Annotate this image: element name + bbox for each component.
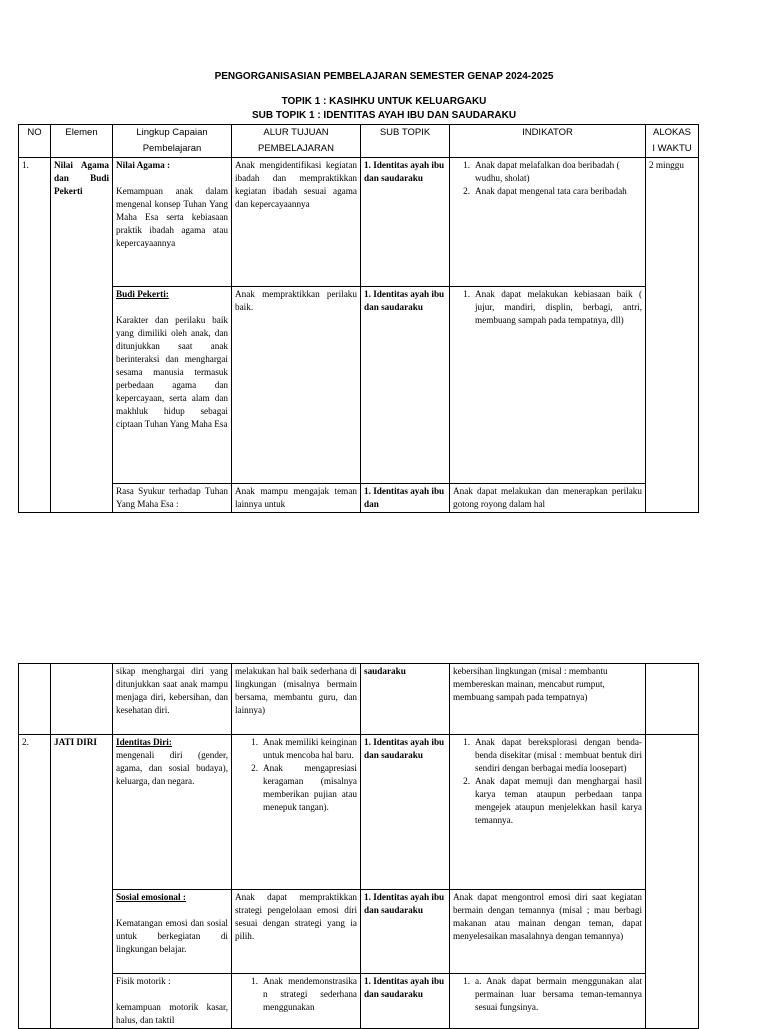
header-alur (232, 125, 361, 158)
subtopik-text: 1. Identitas ayah ibu dan saudaraku (364, 976, 445, 999)
subtopik-text: 1. Identitas ayah ibu dan (364, 486, 445, 509)
alur-cell: melakukan hal baik sederhana di lingkungan (misalnya bermain bersama, membantu guru, dan lainnya) (232, 664, 361, 735)
list-text: Anak dapat melakukan kebiasaan baik ( jujur, mandiri, displin, berbagi, antri, membuang sampah pada tempatnya, dll) (475, 289, 642, 325)
lingkup-title: Nilai Agama : (116, 160, 171, 170)
lingkup-text: Kemampuan anak dalam mengenal konsep Tuhan Yang Maha Esa serta kebiasaan praktik ibadah agama atau kepercayaannya (116, 186, 228, 248)
list-text: Anak dapat mengenal tata cara beribadah (475, 186, 627, 196)
list-text: Anak mengapresiasi keragaman (misalnya memberikan pujian atau menepuk tangan). (263, 763, 357, 812)
indikator-text: Anak dapat melakukan dan menerapkan perilaku gotong royong dalam hal (453, 486, 642, 509)
lingkup-cell (113, 890, 232, 974)
list-number: 2. (463, 186, 470, 196)
page1-table (18, 124, 699, 513)
alur-cell (232, 484, 361, 513)
list-text: a. Anak dapat bermain menggunakan alat permainan luar bersama teman-temannya sesuai fungsinya. (475, 976, 642, 1012)
table-row (19, 735, 699, 890)
row-number: 2. (19, 735, 51, 1029)
lingkup-cell: sikap menghargai diri yang ditunjukkan saat anak mampu menjaga diri, kebersihan, dan kesehatan diri. (113, 664, 232, 735)
lingkup-cell (113, 735, 232, 890)
alur-cell (232, 974, 361, 1029)
lingkup-text: Rasa Syukur terhadap Tuhan Yang Maha Esa : (116, 486, 228, 509)
row-number (19, 664, 51, 735)
table-row (19, 287, 699, 484)
header-alur-line2: PEMBELAJARAN (257, 143, 335, 154)
alur-cell (232, 735, 361, 890)
table-row (19, 974, 699, 1029)
elemen-cell: Nilai Agama dan Budi Pekerti (51, 158, 113, 513)
table-row (19, 890, 699, 974)
header-indikator: INDIKATOR (450, 125, 646, 158)
indikator-cell: kebersihan lingkungan (misal : membantu membereskan mainan, mencabut rumput, membuang sampah pada tempatnya) (450, 664, 646, 735)
header-no: NO (19, 125, 51, 158)
list-text: Anak memiliki keinginan untuk mencoba hal baru. (263, 737, 357, 760)
header-subtopik: SUB TOPIK (361, 125, 450, 158)
list-item (453, 288, 642, 327)
page2-table (18, 663, 699, 1029)
indikator-cell (450, 484, 646, 513)
subtopik-cell: 1. Identitas ayah ibu dan saudaraku (361, 735, 450, 890)
subtopic-title: SUB TOPIK 1 : IDENTITAS AYAH IBU DAN SAUDARAKU (251, 110, 517, 121)
list-number: 2. (251, 763, 258, 773)
alokasi-cell (646, 664, 699, 735)
lingkup-text: Karakter dan perilaku baik yang dimiliki oleh anak, dan ditunjukkan saat anak berinteraksi dan menghargai sesama manusia termasuk perbedaan agama dan kepercayaan, serta alam dan makhluk hidup sebagai ciptaan Tuhan Yang Maha Esa (116, 315, 228, 429)
alokasi-cell: 2 minggu (646, 158, 699, 513)
header-lingkup-line2: Pembelajaran (142, 143, 202, 154)
lingkup-title: Budi Pekerti: (116, 289, 169, 299)
list-item (453, 185, 642, 198)
elemen-cell (51, 664, 113, 735)
alur-cell: Anak mempraktikkan perilaku baik. (232, 287, 361, 484)
row-number: 1. (19, 158, 51, 513)
list-number: 1. (463, 976, 470, 986)
lingkup-cell (113, 158, 232, 287)
subtopik-cell (361, 484, 450, 513)
list-item (453, 775, 642, 827)
list-text: Anak dapat melafalkan doa beribadah ( wudhu, sholat) (475, 160, 620, 183)
elemen-cell: JATI DIRI (51, 735, 113, 1029)
list-number: 1. (463, 289, 470, 299)
lingkup-text: kemampuan motorik kasar, halus, dan taktil (116, 1002, 228, 1025)
header-lingkup (113, 125, 232, 158)
alokasi-cell (646, 735, 699, 1029)
indikator-cell (450, 735, 646, 890)
list-item (453, 736, 642, 775)
lingkup-title: Sosial emosional : (116, 892, 186, 902)
lingkup-text: mengenali diri (gender, agama, dan sosial budaya), keluarga, dan negara. (116, 750, 228, 786)
document-title: PENGORGANISASIAN PEMBELAJARAN SEMESTER GENAP 2024-2025 (214, 71, 554, 82)
lingkup-cell (113, 974, 232, 1029)
subtopik-cell (361, 974, 450, 1029)
list-item (453, 975, 642, 1014)
list-item (235, 975, 357, 1014)
list-number: 2. (463, 776, 470, 786)
list-number: 1. (251, 737, 258, 747)
list-text: Anak mendemonstrasika n strategi sederhana menggunakan (263, 976, 357, 1012)
indikator-cell: Anak dapat mengontrol emosi diri saat kegiatan bermain dengan temannya (misal ; mau berbagi makanan atau mainan dengan teman, dapat menyelesaikan masalahnya dengan temannya) (450, 890, 646, 974)
list-item (235, 736, 357, 762)
indikator-cell (450, 974, 646, 1029)
alur-cell: Anak mengidentifikasi kegiatan ibadah dan mempraktikkan kegiatan ibadah sesuai agama dan kepercayaannya (232, 158, 361, 287)
alur-cell: Anak dapat mempraktikkan strategi pengelolaan emosi diri sesuai dengan strategi yang ia pilih. (232, 890, 361, 974)
list-item (453, 159, 642, 185)
indikator-cell (450, 158, 646, 287)
subtopik-cell: saudaraku (361, 664, 450, 735)
topic-title: TOPIK 1 : KASIHKU UNTUK KELUARGAKU (281, 96, 487, 107)
header-elemen: Elemen (51, 125, 113, 158)
lingkup-title: Fisik motorik : (116, 976, 171, 986)
list-number: 1. (251, 976, 258, 986)
lingkup-cell (113, 484, 232, 513)
table-row (19, 158, 699, 287)
subtopik-cell: 1. Identitas ayah ibu dan saudaraku (361, 287, 450, 484)
header-row (19, 125, 699, 158)
table-row (19, 664, 699, 735)
header-alokasi-line1: ALOKAS (652, 127, 692, 138)
header-alokasi-line2: I WAKTU (652, 143, 692, 154)
list-item (235, 762, 357, 814)
lingkup-cell (113, 287, 232, 484)
lingkup-text: Kematangan emosi dan sosial untuk berkegiatan di lingkungan belajar. (116, 918, 228, 954)
subtopik-cell: 1. Identitas ayah ibu dan saudaraku (361, 890, 450, 974)
header-alokasi (646, 125, 699, 158)
list-number: 1. (463, 737, 470, 747)
indikator-cell (450, 287, 646, 484)
list-text: Anak dapat memuji dan menghargai hasil karya teman ataupun perbedaan tanpa mengejek ataupun menjelekkan hasil karya temannya. (475, 776, 642, 825)
list-number: 1. (463, 160, 470, 170)
header-alur-line1: ALUR TUJUAN (263, 127, 329, 138)
list-text: Anak dapat bereksplorasi dengan benda-benda disekitar (misal : membuat bentuk diri sendiri dengan berbagai media loosepart) (475, 737, 642, 773)
subtopik-cell: 1. Identitas ayah ibu dan saudaraku (361, 158, 450, 287)
lingkup-title: Identitas Diri: (116, 737, 172, 747)
header-lingkup-line1: Lingkup Capaian (136, 127, 208, 138)
table-row (19, 484, 699, 513)
alur-text: Anak mampu mengajak teman lainnya untuk (235, 486, 357, 509)
